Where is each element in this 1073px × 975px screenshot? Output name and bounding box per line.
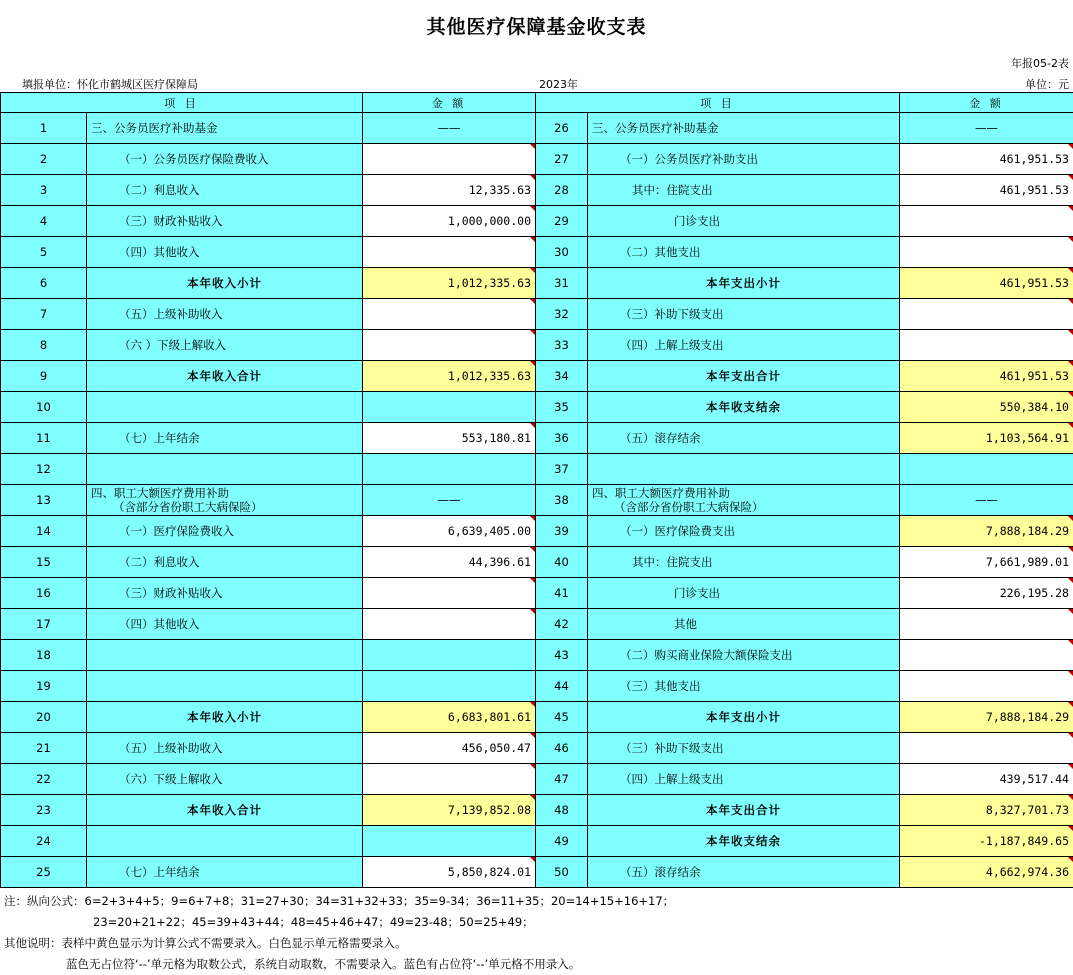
expense-item-label: 其中：住院支出 xyxy=(588,547,900,578)
expense-item-label: 门诊支出 xyxy=(588,578,900,609)
expense-amount[interactable] xyxy=(900,206,1073,237)
expense-item-label: （三）其他支出 xyxy=(588,671,900,702)
table-row xyxy=(1,516,1073,547)
income-item-label xyxy=(87,392,363,423)
expense-line-number: 29 xyxy=(536,206,588,237)
expense-item-label-line2: （含部分省份职工大病保险） xyxy=(592,500,895,514)
income-amount[interactable]: 44,396.61 xyxy=(363,547,536,578)
expense-line-number: 26 xyxy=(536,113,588,144)
expense-amount: 550,384.10 xyxy=(900,392,1073,423)
table-row xyxy=(1,485,1073,516)
income-amount xyxy=(363,454,536,485)
income-item-label xyxy=(87,671,363,702)
expense-line-number: 46 xyxy=(536,733,588,764)
income-line-number: 12 xyxy=(1,454,87,485)
expense-item-label: （五）滚存结余 xyxy=(588,857,900,888)
income-amount[interactable] xyxy=(363,299,536,330)
expense-line-number: 45 xyxy=(536,702,588,733)
table-row xyxy=(1,764,1073,795)
expense-amount[interactable] xyxy=(900,330,1073,361)
expense-amount[interactable] xyxy=(900,733,1073,764)
note-explain-1: 其他说明：表样中黄色显示为计算公式不需要录入。白色显示单元格需要录入。 xyxy=(4,933,674,954)
expense-item-label: 本年收支结余 xyxy=(588,392,900,423)
income-item-label: （四）其他收入 xyxy=(87,237,363,268)
expense-amount[interactable] xyxy=(900,640,1073,671)
expense-item-label: 本年支出合计 xyxy=(588,361,900,392)
income-line-number: 7 xyxy=(1,299,87,330)
income-item-label: （五）上级补助收入 xyxy=(87,299,363,330)
expense-item-label: （四）上解上级支出 xyxy=(588,330,900,361)
expense-item-label: 本年收支结余 xyxy=(588,826,900,857)
expense-amount: 461,951.53 xyxy=(900,361,1073,392)
table-row xyxy=(1,144,1073,175)
expense-amount: 8,327,701.73 xyxy=(900,795,1073,826)
income-item-label: （七）上年结余 xyxy=(87,857,363,888)
income-item-label: 本年收入合计 xyxy=(87,795,363,826)
expense-item-label: （三）补助下级支出 xyxy=(588,733,900,764)
income-amount xyxy=(363,671,536,702)
income-amount: —— xyxy=(363,113,536,144)
table-row xyxy=(1,330,1073,361)
income-line-number: 19 xyxy=(1,671,87,702)
expense-item-label: 其中：住院支出 xyxy=(588,175,900,206)
expense-line-number: 50 xyxy=(536,857,588,888)
income-item-header: 项 目 xyxy=(1,93,363,113)
expense-item-header: 项 目 xyxy=(536,93,900,113)
income-amount[interactable]: 553,180.81 xyxy=(363,423,536,454)
expense-line-number: 33 xyxy=(536,330,588,361)
table-row xyxy=(1,826,1073,857)
expense-item-label: 本年支出小计 xyxy=(588,702,900,733)
income-item-label: （五）上级补助收入 xyxy=(87,733,363,764)
expense-amount[interactable]: 461,951.53 xyxy=(900,175,1073,206)
income-item-label xyxy=(87,454,363,485)
expense-line-number: 38 xyxy=(536,485,588,516)
expense-amount: 7,888,184.29 xyxy=(900,516,1073,547)
expense-item-label: 其他 xyxy=(588,609,900,640)
expense-line-number: 37 xyxy=(536,454,588,485)
table-header-row xyxy=(1,93,1073,113)
income-line-number: 20 xyxy=(1,702,87,733)
table-row xyxy=(1,299,1073,330)
income-item-label: （七）上年结余 xyxy=(87,423,363,454)
expense-line-number: 49 xyxy=(536,826,588,857)
table-row xyxy=(1,640,1073,671)
income-line-number: 13 xyxy=(1,485,87,516)
expense-item-label: （三）补助下级支出 xyxy=(588,299,900,330)
expense-line-number: 48 xyxy=(536,795,588,826)
income-line-number: 18 xyxy=(1,640,87,671)
income-item-label: 本年收入小计 xyxy=(87,702,363,733)
expense-line-number: 27 xyxy=(536,144,588,175)
expense-amount[interactable] xyxy=(900,609,1073,640)
report-title: 其他医疗保障基金收支表 xyxy=(0,12,1073,39)
expense-line-number: 42 xyxy=(536,609,588,640)
expense-amount[interactable] xyxy=(900,671,1073,702)
income-line-number: 23 xyxy=(1,795,87,826)
income-line-number: 9 xyxy=(1,361,87,392)
expense-line-number: 39 xyxy=(536,516,588,547)
expense-amount: 4,662,974.36 xyxy=(900,857,1073,888)
income-amount-header: 金 额 xyxy=(363,93,536,113)
expense-amount[interactable]: 461,951.53 xyxy=(900,144,1073,175)
expense-amount[interactable]: 226,195.28 xyxy=(900,578,1073,609)
income-amount[interactable] xyxy=(363,578,536,609)
table-row xyxy=(1,547,1073,578)
expense-item-label-line1: 四、职工大额医疗费用补助 xyxy=(592,486,895,500)
expense-item-label: （四）上解上级支出 xyxy=(588,764,900,795)
expense-amount-header: 金 额 xyxy=(900,93,1073,113)
income-item-label: （六 ）下级上解收入 xyxy=(87,330,363,361)
income-amount: 7,139,852.08 xyxy=(363,795,536,826)
note-formula-1: 注：纵向公式：6=2+3+4+5；9=6+7+8；31=27+30；34=31+32+33；35=9-34；36=11+35；20=14+15+16+17； xyxy=(4,891,674,912)
income-amount[interactable]: 456,050.47 xyxy=(363,733,536,764)
fund-table xyxy=(0,92,1073,888)
expense-line-number: 36 xyxy=(536,423,588,454)
income-line-number: 14 xyxy=(1,516,87,547)
note-formula-2: 23=20+21+22；45=39+43+44；48=45+46+47；49=23-48；50=25+49； xyxy=(4,912,674,933)
income-line-number: 5 xyxy=(1,237,87,268)
income-amount[interactable]: 5,850,824.01 xyxy=(363,857,536,888)
expense-amount: 7,888,184.29 xyxy=(900,702,1073,733)
reporting-unit: 填报单位：怀化市鹤城区医疗保障局 xyxy=(22,76,198,92)
income-amount xyxy=(363,826,536,857)
table-row xyxy=(1,423,1073,454)
income-item-label xyxy=(87,826,363,857)
table-row xyxy=(1,671,1073,702)
income-amount[interactable] xyxy=(363,764,536,795)
expense-item-label: （二）其他支出 xyxy=(588,237,900,268)
income-line-number: 2 xyxy=(1,144,87,175)
income-line-number: 3 xyxy=(1,175,87,206)
income-amount[interactable] xyxy=(363,330,536,361)
income-item-label-line2: （含部分省份职工大病保险） xyxy=(91,500,358,514)
income-line-number: 25 xyxy=(1,857,87,888)
table-row xyxy=(1,361,1073,392)
income-line-number: 8 xyxy=(1,330,87,361)
income-line-number: 15 xyxy=(1,547,87,578)
form-number: 年报05-2表 xyxy=(1011,55,1069,71)
expense-item-label xyxy=(588,454,900,485)
table-row xyxy=(1,609,1073,640)
income-amount[interactable] xyxy=(363,144,536,175)
report-year: 2023年 xyxy=(539,76,578,92)
table-row xyxy=(1,237,1073,268)
income-line-number: 4 xyxy=(1,206,87,237)
expense-amount xyxy=(900,454,1073,485)
expense-amount: 1,103,564.91 xyxy=(900,423,1073,454)
income-item-label xyxy=(87,485,363,516)
income-line-number: 11 xyxy=(1,423,87,454)
income-line-number: 24 xyxy=(1,826,87,857)
expense-item-label: 本年支出小计 xyxy=(588,268,900,299)
report-header-row xyxy=(0,76,1073,90)
expense-line-number: 32 xyxy=(536,299,588,330)
table-row xyxy=(1,857,1073,888)
income-line-number: 16 xyxy=(1,578,87,609)
expense-amount: -1,187,849.65 xyxy=(900,826,1073,857)
expense-line-number: 40 xyxy=(536,547,588,578)
income-item-label-line1: 四、职工大额医疗费用补助 xyxy=(91,486,358,500)
currency-unit: 单位：元 xyxy=(1025,76,1069,92)
expense-amount[interactable]: 439,517.44 xyxy=(900,764,1073,795)
expense-line-number: 41 xyxy=(536,578,588,609)
income-amount: —— xyxy=(363,485,536,516)
table-row xyxy=(1,206,1073,237)
notes xyxy=(4,891,674,975)
income-line-number: 6 xyxy=(1,268,87,299)
income-item-label: （四）其他收入 xyxy=(87,609,363,640)
income-amount[interactable] xyxy=(363,609,536,640)
expense-line-number: 47 xyxy=(536,764,588,795)
expense-line-number: 30 xyxy=(536,237,588,268)
income-amount xyxy=(363,392,536,423)
table-row xyxy=(1,113,1073,144)
table-row xyxy=(1,175,1073,206)
table-row xyxy=(1,795,1073,826)
income-item-label: （二）利息收入 xyxy=(87,547,363,578)
expense-item-label: 三、公务员医疗补助基金 xyxy=(588,113,900,144)
income-item-label: （一）医疗保险费收入 xyxy=(87,516,363,547)
income-amount[interactable]: 6,639,405.00 xyxy=(363,516,536,547)
income-amount: 1,012,335.63 xyxy=(363,361,536,392)
income-amount[interactable]: 12,335.63 xyxy=(363,175,536,206)
income-item-label: 本年收入小计 xyxy=(87,268,363,299)
expense-item-label: 门诊支出 xyxy=(588,206,900,237)
income-line-number: 1 xyxy=(1,113,87,144)
income-line-number: 10 xyxy=(1,392,87,423)
income-item-label: （二）利息收入 xyxy=(87,175,363,206)
income-item-label: 本年收入合计 xyxy=(87,361,363,392)
expense-line-number: 43 xyxy=(536,640,588,671)
income-item-label xyxy=(87,640,363,671)
expense-line-number: 35 xyxy=(536,392,588,423)
income-line-number: 17 xyxy=(1,609,87,640)
income-item-label: （三）财政补贴收入 xyxy=(87,206,363,237)
expense-amount: 461,951.53 xyxy=(900,268,1073,299)
income-item-label: （三）财政补贴收入 xyxy=(87,578,363,609)
table-row xyxy=(1,454,1073,485)
expense-item-label: （一）公务员医疗补助支出 xyxy=(588,144,900,175)
expense-amount: —— xyxy=(900,113,1073,144)
income-amount xyxy=(363,640,536,671)
expense-amount[interactable]: 7,661,989.01 xyxy=(900,547,1073,578)
table-row xyxy=(1,578,1073,609)
income-amount[interactable]: 1,000,000.00 xyxy=(363,206,536,237)
expense-amount[interactable] xyxy=(900,299,1073,330)
income-line-number: 21 xyxy=(1,733,87,764)
table-row xyxy=(1,733,1073,764)
expense-amount[interactable] xyxy=(900,237,1073,268)
expense-line-number: 44 xyxy=(536,671,588,702)
expense-item-label xyxy=(588,485,900,516)
income-amount: 6,683,801.61 xyxy=(363,702,536,733)
income-amount[interactable] xyxy=(363,237,536,268)
income-amount: 1,012,335.63 xyxy=(363,268,536,299)
expense-line-number: 31 xyxy=(536,268,588,299)
expense-line-number: 28 xyxy=(536,175,588,206)
income-item-label: （一）公务员医疗保险费收入 xyxy=(87,144,363,175)
expense-item-label: （五）滚存结余 xyxy=(588,423,900,454)
expense-item-label: （一）医疗保险费支出 xyxy=(588,516,900,547)
note-explain-2: 蓝色无占位符‘--’单元格为取数公式，系统自动取数，不需要录入。蓝色有占位符‘--’单元格不用录入。 xyxy=(4,954,674,975)
expense-item-label: （二）购买商业保险大额保险支出 xyxy=(588,640,900,671)
income-item-label: 三、公务员医疗补助基金 xyxy=(87,113,363,144)
expense-amount: —— xyxy=(900,485,1073,516)
table-row xyxy=(1,268,1073,299)
income-item-label: （六）下级上解收入 xyxy=(87,764,363,795)
expense-item-label: 本年支出合计 xyxy=(588,795,900,826)
table-row xyxy=(1,392,1073,423)
expense-line-number: 34 xyxy=(536,361,588,392)
income-line-number: 22 xyxy=(1,764,87,795)
table-row xyxy=(1,702,1073,733)
